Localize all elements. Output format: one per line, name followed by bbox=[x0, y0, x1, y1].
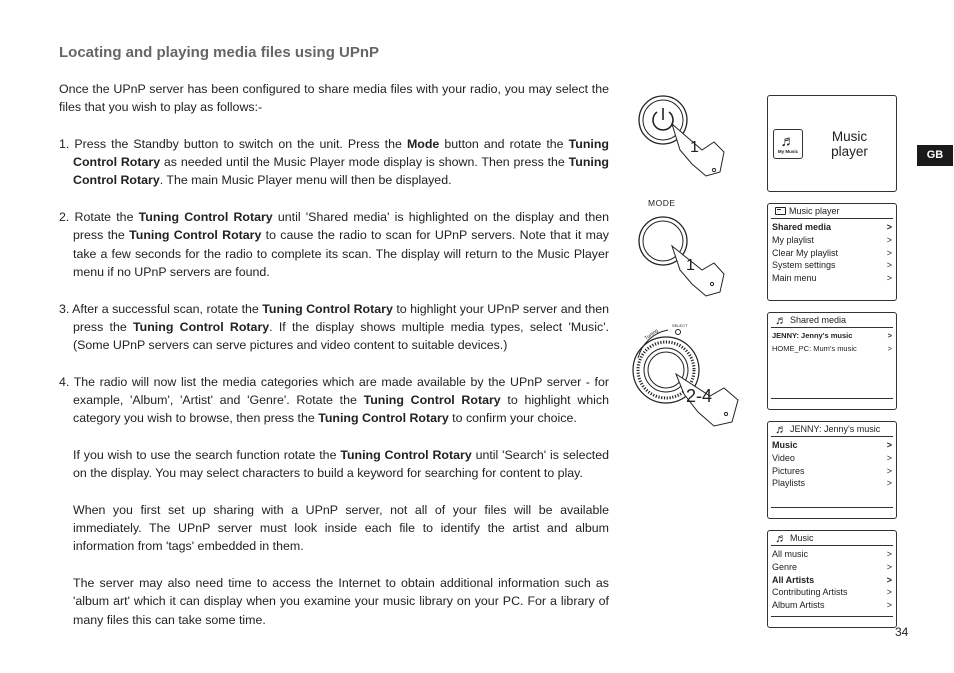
chevron-right-icon: > bbox=[886, 440, 892, 450]
step-number: 4. bbox=[59, 374, 70, 389]
menu-item bbox=[772, 234, 892, 247]
select-label: SELECT bbox=[672, 323, 688, 328]
my-music-icon: ♬ My Music bbox=[773, 129, 803, 159]
text-run: . The main Music Player menu will then be displayed. bbox=[159, 173, 452, 188]
display-title: Music player bbox=[831, 128, 868, 159]
menu-item bbox=[772, 343, 892, 356]
chevron-right-icon: > bbox=[886, 465, 892, 476]
menu-item bbox=[772, 548, 892, 561]
menu-item bbox=[772, 439, 892, 452]
chevron-right-icon: > bbox=[886, 549, 892, 559]
menu-item bbox=[772, 561, 892, 574]
chevron-right-icon: > bbox=[886, 587, 892, 598]
text-run: The server may also need time to access the Internet to obtain additional information such as 'album art' which it can display when you examine your music library on your PC. For a library of many files this can take some time. bbox=[73, 576, 609, 627]
step-paragraph bbox=[59, 135, 609, 190]
step-paragraph bbox=[59, 208, 609, 281]
step-number: 1. bbox=[59, 136, 70, 151]
bold-term: Tuning Control Rotary bbox=[73, 155, 609, 188]
bold-term: Tuning Control Rotary bbox=[262, 301, 393, 316]
sub-paragraph bbox=[59, 446, 609, 483]
menu-item-label: HOME_PC: Mum's music bbox=[772, 343, 857, 353]
bold-term: Tuning Control Rotary bbox=[318, 411, 449, 426]
menu-list bbox=[768, 546, 896, 612]
text-run: to confirm your choice. bbox=[448, 411, 577, 426]
bold-term: Tuning Control Rotary bbox=[73, 136, 609, 170]
step-number: 1 bbox=[686, 257, 695, 274]
display-header: ♬ Shared media bbox=[771, 313, 893, 328]
text-run: If you wish to use the search function rotate the bbox=[73, 447, 341, 462]
sub-paragraph bbox=[59, 574, 609, 629]
chevron-right-icon: > bbox=[886, 561, 892, 572]
menu-item-label: Pictures bbox=[772, 465, 805, 476]
bold-term: Tuning Control Rotary bbox=[363, 393, 501, 408]
menu-item bbox=[772, 221, 892, 234]
text-run: to highlight your UPnP server and then press the bbox=[73, 301, 609, 334]
menu-item-label: Shared media bbox=[772, 222, 832, 232]
bold-term: Mode bbox=[406, 136, 440, 151]
menu-item bbox=[772, 477, 892, 490]
menu-item-label: My playlist bbox=[772, 234, 815, 245]
text-run: When you first set up sharing with a UPnP server, not all of your files will be available immediately. The UPnP server must look inside each file to identify the artist and album information from 'tags' embedded in them. bbox=[73, 502, 609, 554]
power-icon bbox=[653, 108, 673, 130]
menu-item bbox=[772, 586, 892, 599]
chevron-right-icon: > bbox=[886, 234, 892, 245]
menu-item-label: Contributing Artists bbox=[772, 587, 848, 598]
chevron-right-icon: > bbox=[886, 478, 892, 489]
text-run: as needed until the Music Player mode display is shown. Then press the bbox=[160, 155, 569, 170]
display-shared-media bbox=[767, 312, 897, 410]
display-header: Music player bbox=[771, 204, 893, 219]
step-paragraph bbox=[59, 300, 609, 355]
menu-item-label: Main menu bbox=[772, 273, 817, 284]
music-note-icon: ♬ bbox=[775, 313, 787, 327]
text-run: button and rotate the bbox=[439, 136, 569, 151]
menu-item bbox=[772, 272, 892, 285]
tuning-rotary-figure bbox=[628, 318, 743, 433]
menu-item-label: Genre bbox=[772, 561, 798, 572]
menu-item bbox=[772, 259, 892, 272]
display-header: ♬ Music bbox=[771, 531, 893, 546]
display-music-categories bbox=[767, 530, 897, 628]
intro-paragraph: Once the UPnP server has been configured to share media files with your radio, you may select the files that you wish to play as follows:- bbox=[59, 82, 609, 115]
chevron-right-icon: > bbox=[886, 260, 892, 271]
menu-list bbox=[768, 219, 896, 285]
bold-term: Tuning Control Rotary bbox=[138, 210, 273, 225]
chevron-right-icon: > bbox=[887, 343, 892, 353]
bold-term: Tuning Control Rotary bbox=[133, 319, 270, 334]
menu-item-label: System settings bbox=[772, 260, 836, 271]
music-note-icon: ♬ bbox=[775, 531, 787, 545]
menu-item-label: Playlists bbox=[772, 478, 806, 489]
bold-term: Tuning Control Rotary bbox=[129, 228, 262, 243]
menu-list bbox=[768, 328, 896, 356]
chevron-right-icon: > bbox=[886, 600, 892, 611]
page-number: 34 bbox=[895, 625, 909, 639]
menu-item bbox=[772, 330, 892, 343]
instructions-body bbox=[59, 80, 609, 647]
text-run: . If the display shows multiple media types, select 'Music'. (Some UPnP servers can serve pictures and video content to suitable devices.) bbox=[73, 319, 610, 353]
display-music-player-menu bbox=[767, 203, 897, 301]
hand-icon bbox=[672, 246, 724, 296]
text-run: to cause the radio to scan for UPnP servers. Note that it may take a few seconds for the radio to complete its scan. The display will return to the Music Player menu if no UPnP servers are found. bbox=[73, 228, 609, 279]
menu-item-label: Clear My playlist bbox=[772, 247, 839, 258]
menu-item-label: All Artists bbox=[772, 574, 815, 585]
text-run: After a successful scan, rotate the bbox=[69, 301, 263, 316]
standby-button-figure bbox=[632, 90, 732, 180]
chevron-right-icon: > bbox=[887, 331, 892, 340]
step-paragraph bbox=[59, 373, 609, 428]
menu-item bbox=[772, 465, 892, 478]
text-run: Press the Standby button to switch on the unit. Press the bbox=[69, 136, 407, 151]
text-run: The radio will now list the media categories which are made available by the UPnP server - for example, 'Album', 'Artist' and 'Genre'. Rotate the bbox=[69, 374, 609, 408]
chevron-right-icon: > bbox=[886, 273, 892, 284]
menu-item bbox=[772, 247, 892, 260]
tuning-arc-label: Tuning bbox=[643, 328, 660, 342]
chevron-right-icon: > bbox=[886, 574, 892, 585]
music-note-icon: ♬ bbox=[775, 422, 787, 436]
sub-paragraph bbox=[59, 501, 609, 556]
menu-item bbox=[772, 574, 892, 587]
step-number: 2. bbox=[59, 210, 70, 225]
text-run: Rotate the bbox=[69, 210, 139, 225]
menu-list bbox=[768, 437, 896, 490]
music-note-icon: ♬ bbox=[780, 132, 796, 150]
menu-item bbox=[772, 452, 892, 465]
menu-item-label: JENNY: Jenny's music bbox=[772, 331, 853, 340]
mode-label: MODE bbox=[648, 198, 676, 208]
text-run: until 'Search' is selected on the display. You may select characters to build a keyword for searching for content to play. bbox=[73, 447, 609, 481]
display-header: ♬ JENNY: Jenny's music bbox=[771, 422, 893, 437]
display-music-player bbox=[767, 95, 897, 192]
menu-item-label: All music bbox=[772, 549, 809, 559]
text-run: to highlight which category you wish to browse, then press the bbox=[73, 393, 610, 426]
text-run: until 'Shared media' is highlighted on the display and then press the bbox=[73, 210, 610, 243]
language-badge: GB bbox=[917, 145, 953, 166]
step-number: 3. bbox=[59, 301, 70, 316]
menu-item-label: Album Artists bbox=[772, 600, 825, 611]
display-server-media-types bbox=[767, 421, 897, 519]
page-heading: Locating and playing media files using UPnP bbox=[59, 44, 380, 61]
step-number: 1 bbox=[690, 139, 699, 156]
menu-item-label: Music bbox=[772, 440, 798, 450]
chevron-right-icon: > bbox=[886, 452, 892, 463]
radio-icon bbox=[775, 207, 786, 215]
menu-item-label: Video bbox=[772, 452, 795, 463]
chevron-right-icon: > bbox=[886, 222, 892, 232]
step-number: 2-4 bbox=[686, 386, 713, 406]
chevron-right-icon: > bbox=[886, 247, 892, 258]
mode-button-figure bbox=[632, 208, 732, 298]
bold-term: Tuning Control Rotary bbox=[340, 447, 472, 462]
menu-item bbox=[772, 599, 892, 612]
